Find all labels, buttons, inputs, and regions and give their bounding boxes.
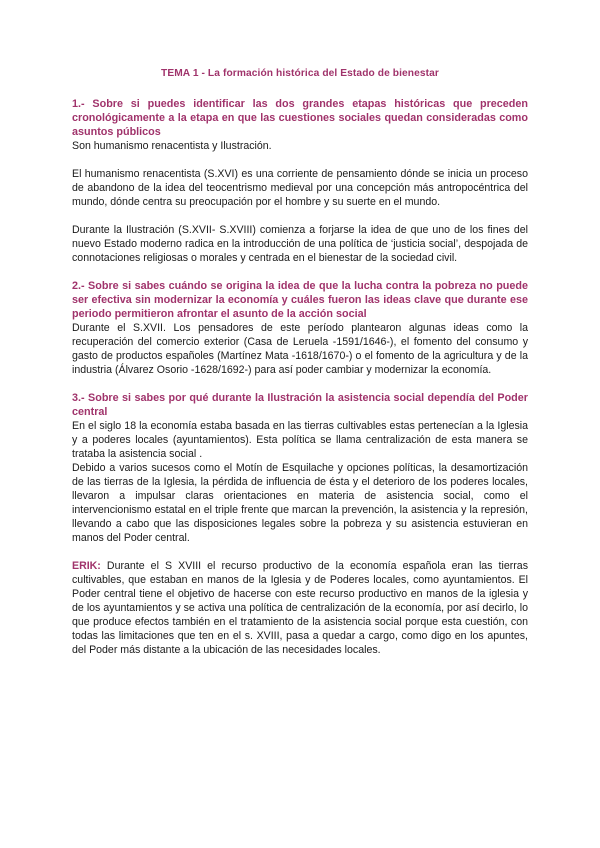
document-title: TEMA 1 - La formación histórica del Estado de bienestar xyxy=(161,68,439,79)
answer-3-paragraph-2: Debido a varios sucesos como el Motín de Esquilache y opciones políticas, la desamortización de las tierras de la Iglesia, la pérdida de influencia de ésta y el deterioro de los poderes locales, llevaron a impulsar claras orientaciones en materia de asistencia social, como el intervencionismo estatal en el triple frente que marcan la prevención, la asistencia y la represión, llevando a cabo que las disposiciones legales sobre la pobreza y su asistencia estuvieran en manos del Poder central. xyxy=(72,462,528,544)
answer-2-paragraph-1: Durante el S.XVII. Los pensadores de este período plantearon algunas ideas como la recuperación del comercio exterior (Casa de Leruela -1591/1646-), el fomento del consumo y gasto de productos españoles (Martínez Mata -1618/1670-) o el fomento de la agricultura y de la industria (Álvarez Osorio -1628/1692-) para así poder cambiar y modernizar la economía. xyxy=(72,322,528,376)
erik-label: ERIK: xyxy=(72,560,101,572)
question-1: 1.- Sobre si puedes identificar las dos grandes etapas históricas que preceden cronológicamente a la etapa en que las cuestiones sociales quedan consideradas como asuntos públicos xyxy=(72,98,528,138)
question-2: 2.- Sobre si sabes cuándo se origina la idea de que la lucha contra la pobreza no puede ser efectiva sin modernizar la economía y cuáles fueron las ideas clave que durante ese periodo permitieron afrontar el asunto de la acción social xyxy=(72,280,528,320)
question-3: 3.- Sobre si sabes por qué durante la Ilustración la asistencia social dependía del Poder central xyxy=(72,392,528,418)
answer-1-paragraph-2: El humanismo renacentista (S.XVI) es una corriente de pensamiento dónde se inicia un proceso de abandono de la idea del teocentrismo medieval por una concepción más antropocéntrica del mundo, dónde centra su preocupación por el hombre y su suerte en el mundo. xyxy=(72,168,528,208)
answer-3-paragraph-1: En el siglo 18 la economía estaba basada en las tierras cultivables estas pertenecían a la Iglesia y a poderes locales (ayuntamientos). Esta política se llama centralización de esta manera se trataba la asistencia social . xyxy=(72,420,528,460)
answer-1-paragraph-3: Durante la Ilustración (S.XVII- S.XVIII) comienza a forjarse la idea de que uno de los fines del nuevo Estado moderno radica en la introducción de una política de ‘justicia social’, despojada de connotaciones religiosas o morales y centrada en el bienestar de la sociedad civil. xyxy=(72,224,528,264)
erik-comment-text: Durante el S XVIII el recurso productivo de la economía española eran las tierras cultivables, que estaban en manos de la Iglesia y de Poderes locales, como ayuntamientos. El Poder central tiene el objetivo de hacerse con este recurso productivo en manos de la iglesia y de los ayuntamientos y se activa una política de centralización de la economía, por así decirlo, lo que produce efectos también en el tratamiento de la asistencia social porque esta cuestión, con todas las limitaciones que ten en el s. XVIII, pasa a quedar a cargo, como digo en los apuntes, del Poder más distante a la ubicación de las necesidades locales. xyxy=(72,560,528,656)
answer-1-paragraph-1: Son humanismo renacentista y Ilustración. xyxy=(72,140,272,152)
erik-comment xyxy=(72,559,528,657)
